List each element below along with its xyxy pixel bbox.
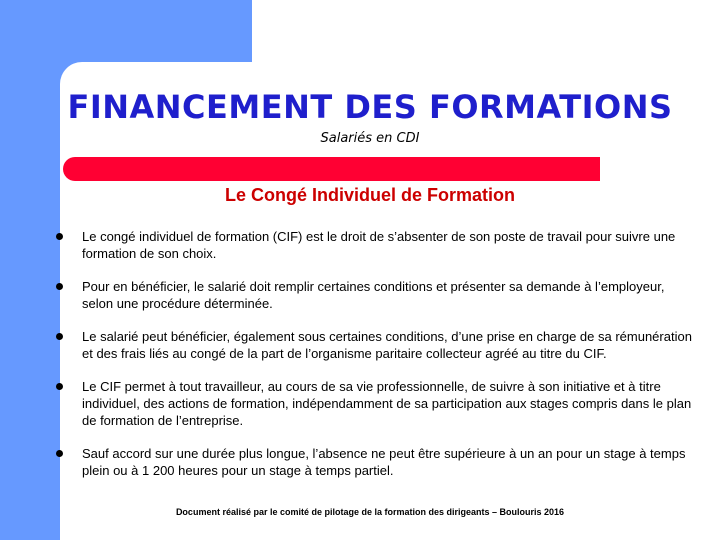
footer-credit: Document réalisé par le comité de pilotage de la formation des dirigeants – Boulouris 2016 bbox=[175, 507, 565, 517]
bullet-text: Le salarié peut bénéficier, également sous certaines conditions, d’une prise en charge de sa rémunération et des frais liés au congé de la part de l’organisme paritaire collecteur agréé au titre du CIF. bbox=[82, 329, 692, 361]
slide-title: FINANCEMENT DES FORMATIONS bbox=[67, 88, 673, 126]
bullet-text: Pour en bénéficier, le salarié doit remplir certaines conditions et présenter sa demande à l’employeur, selon une procédure déterminée. bbox=[82, 279, 665, 311]
bullet-item bbox=[52, 378, 692, 429]
section-heading: Le Congé Individuel de Formation bbox=[224, 185, 515, 205]
red-divider-bar bbox=[63, 157, 600, 181]
bullet-text: Le CIF permet à tout travailleur, au cours de sa vie professionnelle, de suivre à son initiative et à titre individuel, des actions de formation, indépendamment de sa participation aux stages compris dans le plan de formation de l’entreprise. bbox=[82, 379, 692, 428]
bullet-dot-icon bbox=[56, 283, 63, 290]
bullet-item bbox=[52, 228, 692, 262]
bullet-item bbox=[52, 278, 692, 312]
bullet-dot-icon bbox=[56, 450, 63, 457]
bullet-dot-icon bbox=[56, 383, 63, 390]
bullet-item bbox=[52, 445, 692, 479]
bullet-dot-icon bbox=[56, 333, 63, 340]
bullet-dot-icon bbox=[56, 233, 63, 240]
bullet-text: Sauf accord sur une durée plus longue, l’absence ne peut être supérieure à un an pour un stage à temps plein ou à 1 200 heures pour un stage à temps partiel. bbox=[82, 446, 686, 478]
bullet-item bbox=[52, 328, 692, 362]
bullet-list bbox=[52, 228, 692, 495]
slide-subtitle: Salariés en CDI bbox=[320, 131, 420, 146]
bullet-text: Le congé individuel de formation (CIF) est le droit de s’absenter de son poste de travail pour suivre une formation de son choix. bbox=[82, 229, 676, 261]
